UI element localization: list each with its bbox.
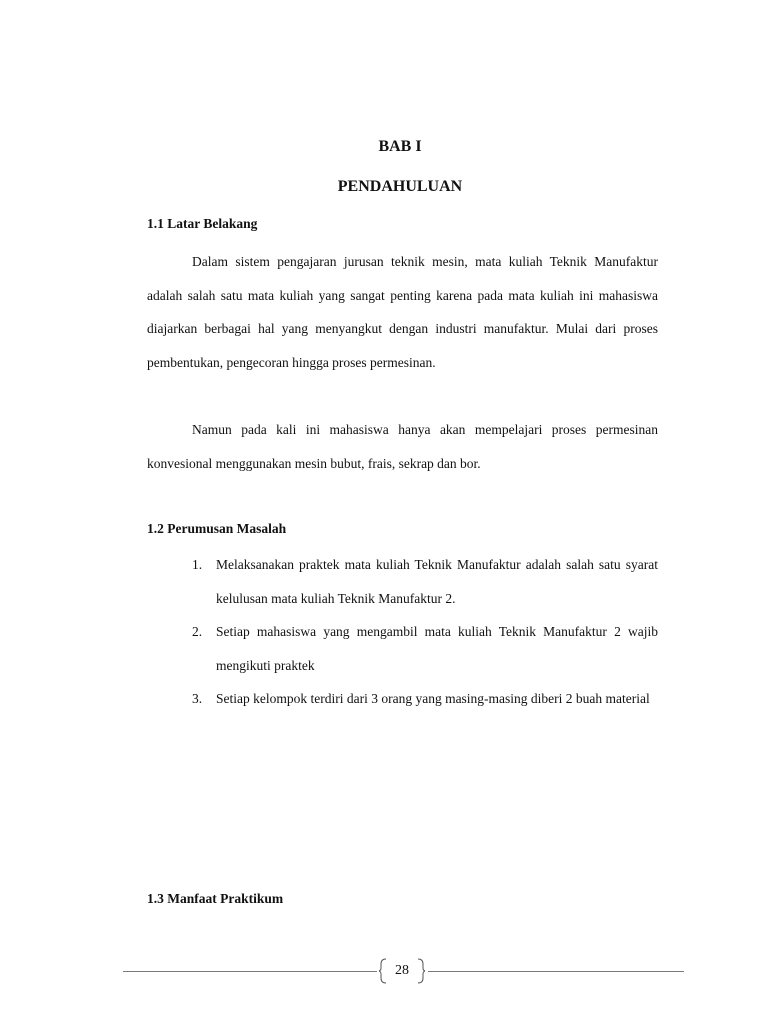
section-heading-perumusan-masalah: 1.2 Perumusan Masalah xyxy=(147,521,287,536)
chapter-number: BAB I xyxy=(378,138,422,155)
list-item xyxy=(147,548,658,615)
problem-list xyxy=(147,548,658,716)
section-heading-manfaat-praktikum: 1.3 Manfaat Praktikum xyxy=(147,891,284,906)
footer-divider-left xyxy=(123,971,377,972)
list-item-number: 1. xyxy=(192,557,203,572)
section-heading-latar-belakang: 1.1 Latar Belakang xyxy=(147,216,258,231)
chapter-title: PENDAHULUAN xyxy=(337,178,463,195)
list-item xyxy=(147,615,658,682)
page-number-badge xyxy=(379,958,425,984)
list-item-number: 3. xyxy=(192,691,203,706)
list-item-text: Melaksanakan praktek mata kuliah Teknik Manufaktur adalah salah satu syarat kelulusan mata kuliah Teknik Manufaktur 2. xyxy=(216,557,658,606)
list-item xyxy=(147,682,658,716)
list-item-text: Setiap kelompok terdiri dari 3 orang yang masing-masing diberi 2 buah material xyxy=(216,691,650,706)
list-item-number: 2. xyxy=(192,624,203,639)
list-item-text: Setiap mahasiswa yang mengambil mata kuliah Teknik Manufaktur 2 wajib mengikuti praktek xyxy=(216,624,658,673)
page-number: 28 xyxy=(395,963,409,978)
paragraph-latar-belakang-1: Dalam sistem pengajaran jurusan teknik mesin, mata kuliah Teknik Manufaktur adalah salah satu mata kuliah yang sangat penting karena pada mata kuliah ini mahasiswa diajarkan berbagai hal yang menyangkut dengan industri manufaktur. Mulai dari proses pembentukan, pengecoran hingga proses permesinan. xyxy=(147,254,658,370)
paragraph-latar-belakang-2: Namun pada kali ini mahasiswa hanya akan mempelajari proses permesinan konvesional menggunakan mesin bubut, frais, sekrap dan bor. xyxy=(147,422,658,471)
footer-divider-right xyxy=(428,971,684,972)
